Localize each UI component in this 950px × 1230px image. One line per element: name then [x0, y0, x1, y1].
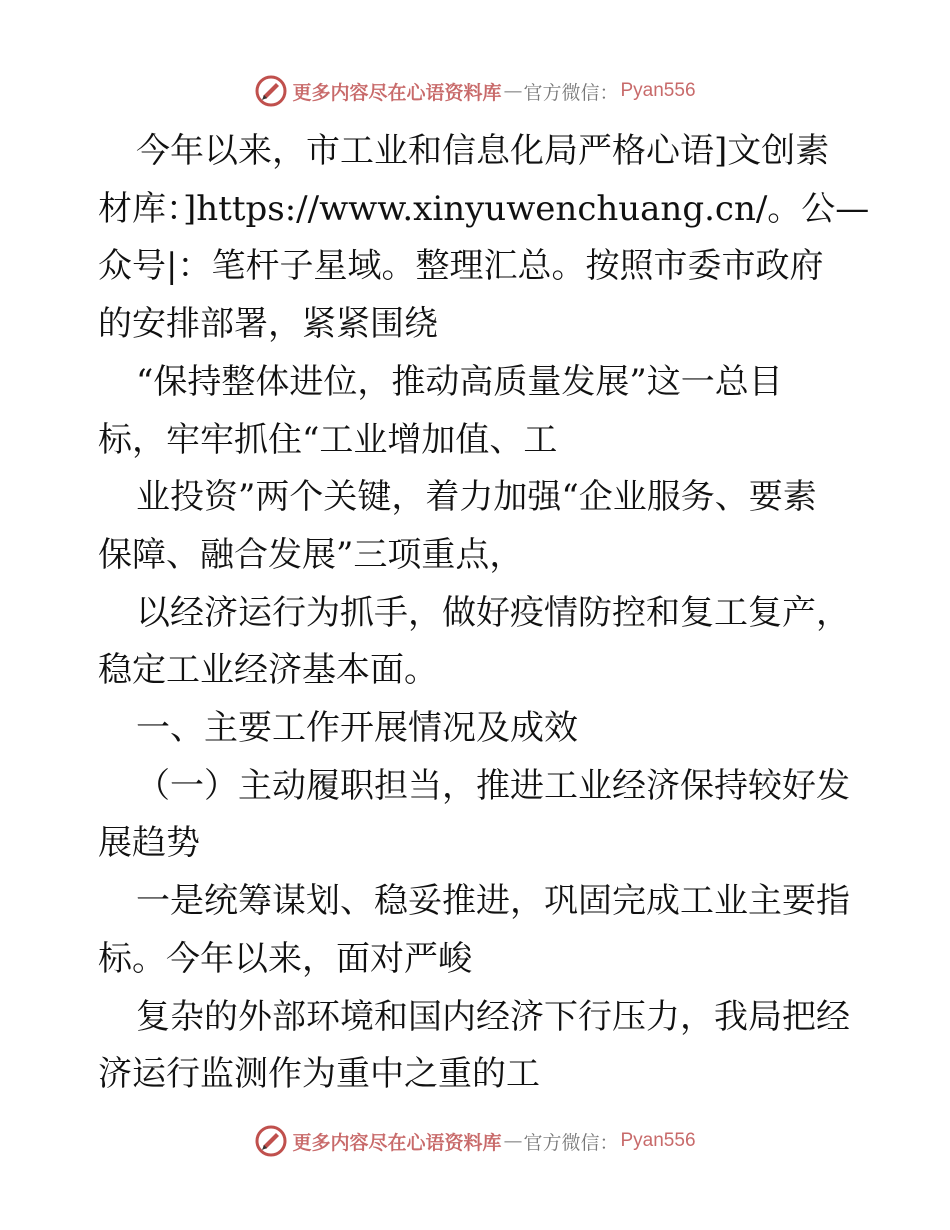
text-line: （一）主动履职担当，推进工业经济保持较好发	[136, 765, 850, 806]
document-body	[98, 123, 870, 1104]
text-line: 众号|：笔杆子星域。整理汇总。按照市委市政府	[98, 246, 824, 287]
subsection-heading	[98, 758, 858, 873]
paragraph	[98, 989, 858, 1104]
text-line: 展趋势	[98, 823, 200, 864]
text-line: 一、主要工作开展情况及成效	[136, 708, 578, 749]
text-line: 的安排部署，紧紧围绕	[98, 304, 438, 345]
text-line: 稳定工业经济基本面。	[98, 650, 438, 691]
watermark-wechat-id: Pyan556	[620, 80, 696, 101]
paragraph	[98, 123, 870, 354]
footer-watermark	[0, 1121, 950, 1161]
text-line: 业投资”两个关键，着力加强“企业服务、要素	[136, 477, 817, 518]
text-line: 材库：]https://www.xinyuwenchuang.cn/。公—	[98, 188, 870, 229]
paragraph	[98, 873, 858, 988]
text-line: 一是统筹谋划、稳妥推进，巩固完成工业主要指	[136, 881, 850, 922]
watermark-dash: —	[503, 80, 522, 102]
text-line: 济运行监测作为重中之重的工	[98, 1054, 540, 1095]
text-line: 以经济运行为抓手，做好疫情防控和复工复产，	[136, 592, 850, 633]
watermark-official-text: 官方微信：	[523, 81, 619, 104]
section-heading	[98, 700, 858, 758]
text-line: 复杂的外部环境和国内经济下行压力，我局把经	[136, 996, 850, 1037]
watermark-wechat-id: Pyan556	[620, 1130, 696, 1151]
paragraph	[98, 469, 858, 584]
brand-logo-icon	[254, 1124, 288, 1158]
text-line: 标，牢牢抓住“工业增加值、工	[98, 419, 558, 460]
brand-logo-icon	[254, 74, 288, 108]
text-line: “保持整体进位，推动高质量发展”这一总目	[136, 361, 783, 402]
watermark-brand-text: 更多内容尽在心语资料库	[292, 1131, 502, 1154]
watermark-brand-text: 更多内容尽在心语资料库	[292, 81, 502, 104]
text-line: 标。今年以来，面对严峻	[98, 938, 472, 979]
text-line: 今年以来，市工业和信息化局严格心语]文创素	[136, 131, 830, 171]
watermark-dash: —	[503, 1130, 522, 1152]
header-watermark	[0, 71, 950, 111]
paragraph	[98, 354, 858, 469]
paragraph	[98, 585, 858, 700]
text-line: 保障、融合发展”三项重点，	[98, 534, 524, 575]
watermark-official-text: 官方微信：	[523, 1131, 619, 1154]
